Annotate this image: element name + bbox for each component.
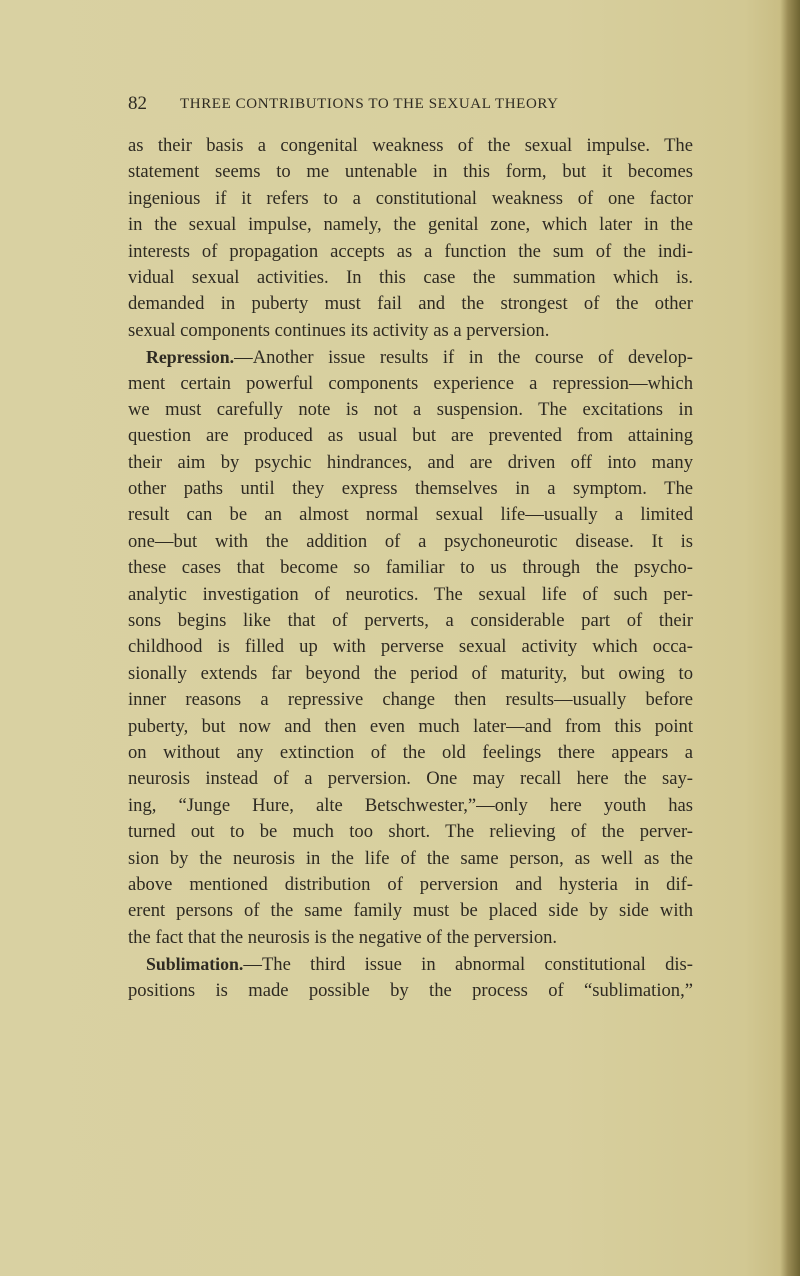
line-text: statement seems to me untenable in this form, but it becomes	[128, 161, 693, 183]
line-text: one—but with the addition of a psychoneurotic disease. It is	[128, 530, 693, 552]
text-line	[128, 846, 693, 872]
line-text: childhood is filled up with perverse sexual activity which occa-	[128, 636, 693, 658]
text-line	[128, 423, 693, 449]
line-text: neurosis instead of a perversion. One may recall here the say-	[128, 768, 693, 790]
text-line	[128, 397, 693, 423]
line-text: demanded in puberty must fail and the strongest of the other	[128, 293, 693, 315]
line-text: their aim by psychic hindrances, and are driven off into many	[128, 451, 693, 473]
line-text: sionally extends far beyond the period of maturity, but owing to	[128, 662, 693, 684]
section-heading: Repression.	[146, 347, 235, 368]
text-line	[128, 766, 693, 792]
text-line	[128, 291, 693, 317]
text-line	[128, 450, 693, 476]
body-text	[128, 133, 693, 1004]
line-text: —Another issue results if in the course of develop-	[234, 347, 693, 369]
line-text: —The third issue in abnormal constitutional dis-	[243, 954, 693, 976]
text-line	[128, 793, 693, 819]
running-header	[128, 93, 693, 117]
text-line	[128, 978, 693, 1004]
line-text: turned out to be much too short. The relieving of the perver-	[128, 821, 693, 843]
text-line	[128, 661, 693, 687]
text-line	[128, 608, 693, 634]
text-line	[128, 344, 693, 370]
text-line	[128, 318, 693, 344]
line-text: result can be an almost normal sexual life—usually a limited	[128, 504, 693, 526]
text-line	[128, 239, 693, 265]
line-text: other paths until they express themselves in a symptom. The	[128, 478, 693, 500]
text-line	[128, 186, 693, 212]
text-line	[128, 133, 693, 159]
line-text: in the sexual impulse, namely, the genital zone, which later in the	[128, 214, 693, 236]
line-text: inner reasons a repressive change then results—usually before	[128, 689, 693, 711]
line-text: erent persons of the same family must be placed side by side with	[128, 900, 693, 922]
text-line	[128, 714, 693, 740]
line-text: analytic investigation of neurotics. The sexual life of such per-	[128, 583, 693, 605]
line-text: we must carefully note is not a suspension. The excitations in	[128, 398, 693, 420]
line-text: puberty, but now and then even much later—and from this point	[128, 715, 693, 737]
text-line	[128, 529, 693, 555]
line-text: interests of propagation accepts as a function the sum of the indi-	[128, 240, 693, 262]
text-line	[128, 898, 693, 924]
line-text: ingenious if it refers to a constitutional weakness of one factor	[128, 187, 693, 209]
line-text: above mentioned distribution of perversion and hysteria in dif-	[128, 873, 693, 895]
text-line	[128, 819, 693, 845]
line-text: as their basis a congenital weakness of the sexual impulse. The	[128, 135, 693, 156]
text-line	[128, 951, 693, 977]
line-text: ment certain powerful components experience a repression—which	[128, 372, 693, 394]
line-text: vidual sexual activities. In this case the summation which is.	[128, 266, 693, 288]
line-text: sexual components continues its activity as a perversion.	[128, 319, 550, 341]
line-text: sion by the neurosis in the life of the same person, as well as the	[128, 847, 693, 869]
line-text: positions is made possible by the process of “sublimation,”	[128, 979, 693, 1001]
page-number: 82	[128, 93, 147, 114]
text-line	[128, 555, 693, 581]
text-line	[128, 872, 693, 898]
text-line	[128, 502, 693, 528]
line-text: these cases that become so familiar to us through the psycho-	[128, 557, 693, 579]
text-line	[128, 634, 693, 660]
line-text: the fact that the neurosis is the negative of the perversion.	[128, 926, 558, 948]
line-text: on without any extinction of the old feelings there appears a	[128, 741, 693, 763]
text-line	[128, 265, 693, 291]
text-line	[128, 925, 693, 951]
line-text: question are produced as usual but are prevented from attaining	[128, 425, 693, 447]
text-line	[128, 159, 693, 185]
line-text: ing, “Junge Hure, alte Betschwester,”—only here youth has	[128, 794, 693, 816]
text-line	[128, 740, 693, 766]
line-text: sons begins like that of perverts, a considerable part of their	[128, 610, 693, 632]
text-line	[128, 582, 693, 608]
text-line	[128, 212, 693, 238]
text-line	[128, 687, 693, 713]
section-heading: Sublimation.	[146, 954, 244, 975]
text-line	[128, 476, 693, 502]
running-title: THREE CONTRIBUTIONS TO THE SEXUAL THEORY	[180, 96, 559, 112]
text-line	[128, 371, 693, 397]
